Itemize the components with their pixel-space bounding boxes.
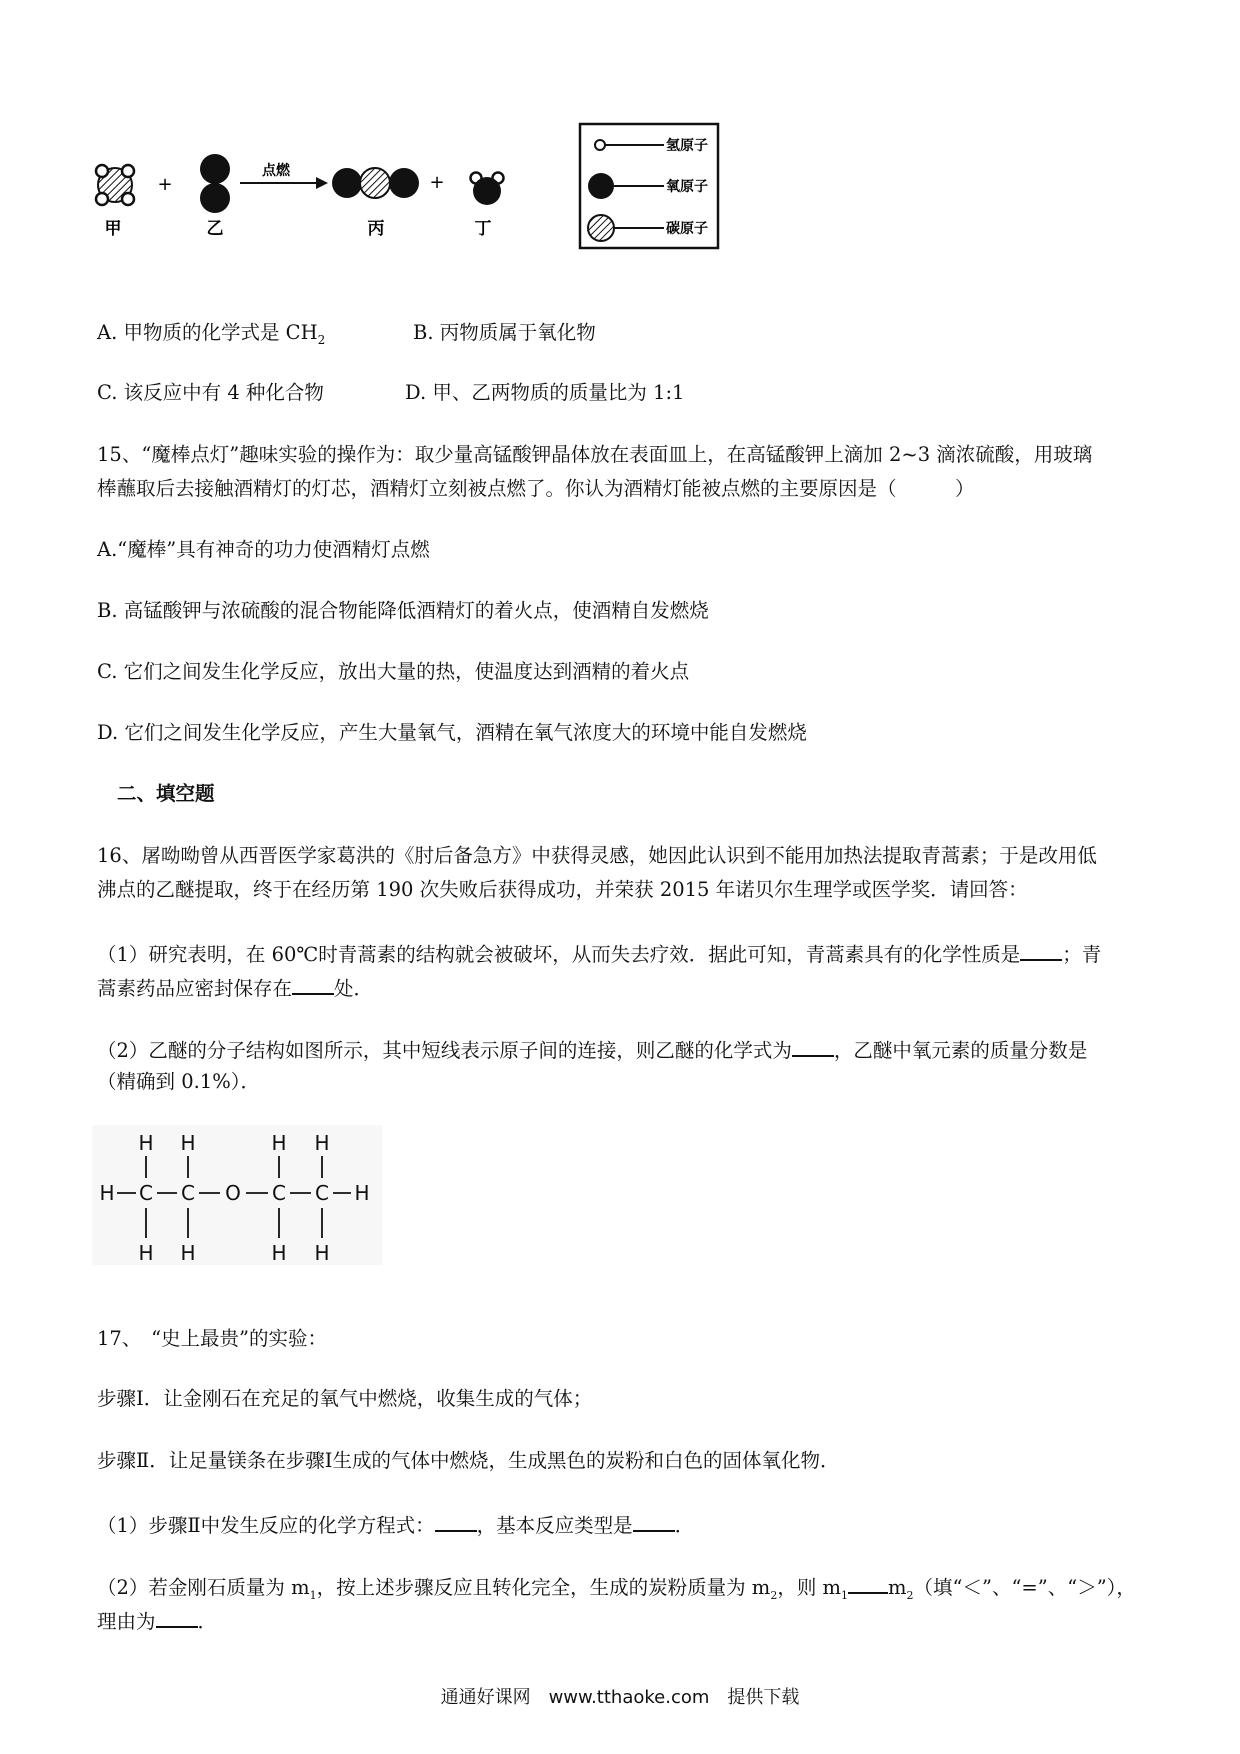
q16-stem-line2: 沸点的乙醚提取，终于在经历第 190 次失败后获得成功，并荣获 2015 年诺贝尔生理学或医学奖．请回答： <box>97 878 1028 901</box>
q17-part1: （1）步骤Ⅱ中发生反应的化学方程式： ，基本反应类型是 ． <box>97 1508 694 1541</box>
label-bing: 丙 <box>367 219 385 239</box>
ether-structure <box>92 1125 382 1265</box>
answer-blank[interactable] <box>292 971 334 995</box>
arrow-label: 点燃 <box>262 163 290 179</box>
q17-title: 17、 “史上最贵”的实验： <box>97 1327 328 1350</box>
legend-box <box>580 124 718 248</box>
atom-h: H <box>354 1181 370 1205</box>
legend-carbon: 碳原子 <box>666 221 708 237</box>
atom-o: O <box>225 1181 241 1205</box>
q14-option-c: C. 该反应中有 4 种化合物 <box>97 381 324 404</box>
molecule-jia-icon <box>96 165 134 205</box>
q16-part2-line2: （精确到 0.1%）． <box>97 1070 260 1093</box>
molecule-yi-icon <box>200 154 230 213</box>
answer-blank[interactable] <box>633 1508 675 1532</box>
q15-stem-line1: 15、“魔棒点灯”趣味实验的操作为：取少量高锰酸钾晶体放在表面皿上，在高锰酸钾上滴加 2~3 滴浓硫酸，用玻璃 <box>97 443 1093 466</box>
answer-blank[interactable] <box>156 1604 198 1628</box>
atom-c: C <box>315 1181 329 1205</box>
atom-c: C <box>272 1181 286 1205</box>
atom-h: H <box>314 1241 330 1265</box>
q16-part1-line2: 蒿素药品应密封保存在 处． <box>97 971 373 1004</box>
plus-1: + <box>157 174 173 195</box>
legend-hydrogen: 氢原子 <box>666 138 708 154</box>
q15-option-a: A.“魔棒”具有神奇的功力使酒精灯点燃 <box>97 538 430 561</box>
label-jia: 甲 <box>104 219 122 239</box>
q14-option-a: A. 甲物质的化学式是 $CH_2$ <box>97 321 326 347</box>
atom-c: C <box>181 1181 195 1205</box>
atom-c: C <box>139 1181 153 1205</box>
q15-option-c: C. 它们之间发生化学反应，放出大量的热，使温度达到酒精的着火点 <box>97 660 690 683</box>
q16-part1-line1: （1）研究表明，在 60℃时青蒿素的结构就会被破坏，从而失去疗效．据此可知，青蒿素具有的化学性质是 ；青 <box>97 937 1101 970</box>
q17-part2-line2: 理由为 ． <box>97 1604 217 1637</box>
answer-blank[interactable] <box>792 1033 834 1057</box>
plus-2: + <box>429 172 445 193</box>
answer-blank[interactable] <box>435 1508 477 1532</box>
q15-option-d: D. 它们之间发生化学反应，产生大量氧气，酒精在氧气浓度大的环境中能自发燃烧 <box>97 721 807 744</box>
section-title: 二、填空题 <box>117 782 215 805</box>
answer-blank[interactable] <box>1020 937 1062 961</box>
atom-h: H <box>138 1241 154 1265</box>
legend-oxygen: 氧原子 <box>666 179 708 195</box>
q17-step1: 步骤Ⅰ．让金刚石在充足的氧气中燃烧，收集生成的气体； <box>97 1387 593 1410</box>
q15-stem-line2: 棒蘸取后去接触酒精灯的灯芯，酒精灯立刻被点燃了。你认为酒精灯能被点燃的主要原因是（ ） <box>97 477 975 500</box>
q14-option-d: D. 甲、乙两物质的质量比为 1:1 <box>405 381 685 404</box>
atom-h: H <box>314 1131 330 1155</box>
label-ding: 丁 <box>474 219 492 239</box>
molecule-ding-icon <box>471 173 504 206</box>
q15-option-b: B. 高锰酸钾与浓硫酸的混合物能降低酒精灯的着火点，使酒精自发燃烧 <box>97 599 709 622</box>
page-footer: 通通好课网 www.tthaoke.com 提供下载 <box>440 1687 800 1708</box>
atom-h: H <box>138 1131 154 1155</box>
atom-h: H <box>99 1181 115 1205</box>
q16-part2-line1: （2）乙醚的分子结构如图所示，其中短线表示原子间的连接，则乙醚的化学式为 ，乙醚中氧元素的质量分数是 <box>97 1033 1087 1066</box>
q17-part2-line1: （2）若金刚石质量为 $m_1$，按上述步骤反应且转化完全，生成的炭粉质量为 $m_2$，则 $m_1$ $m_2$（填“＜”、“=”、“＞”）， <box>97 1570 1136 1611</box>
molecule-bing-icon <box>332 168 419 198</box>
reaction-diagram <box>90 120 730 270</box>
atom-h: H <box>180 1131 196 1155</box>
atom-h: H <box>271 1131 287 1155</box>
label-yi: 乙 <box>206 219 224 239</box>
q17-step2: 步骤Ⅱ．让足量镁条在步骤Ⅰ生成的气体中燃烧，生成黑色的炭粉和白色的固体氧化物． <box>97 1449 840 1472</box>
q16-stem-line1: 16、屠呦呦曾从西晋医学家葛洪的《肘后备急方》中获得灵感，她因此认识到不能用加热法提取青蒿素；于是改用低 <box>97 844 1097 867</box>
answer-blank[interactable] <box>848 1570 888 1594</box>
atom-h: H <box>180 1241 196 1265</box>
atom-h: H <box>271 1241 287 1265</box>
q14-option-b: B. 丙物质属于氧化物 <box>413 321 596 344</box>
